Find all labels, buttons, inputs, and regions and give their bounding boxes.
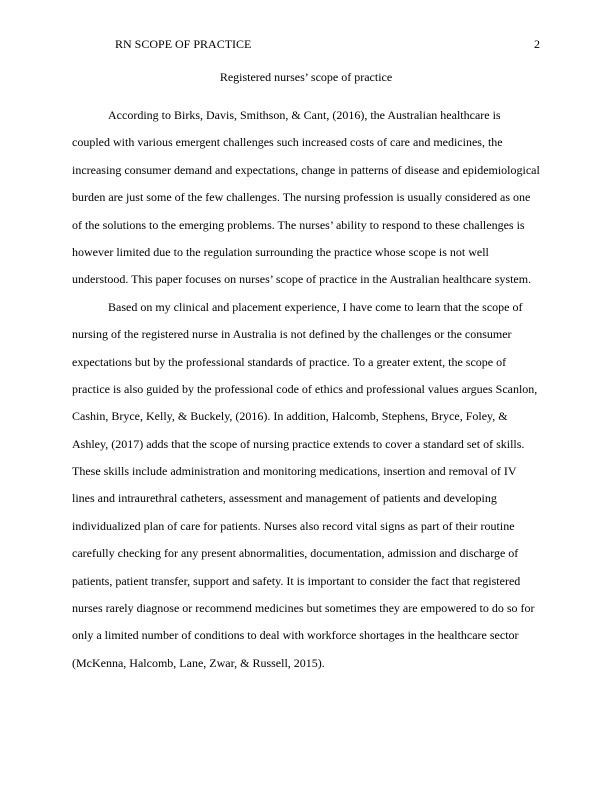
page-title: Registered nurses’ scope of practice	[219, 70, 393, 84]
paragraph-line: lines and intraurethral catheters, assessment and management of patients and developing	[72, 491, 497, 506]
paragraph-line: practice is also guided by the professional code of ethics and professional values argues Scanlon,	[72, 381, 538, 396]
paragraph-line: nursing of the registered nurse in Australia is not defined by the challenges or the consumer	[72, 327, 512, 342]
paragraph-line: patients, patient transfer, support and safety. It is important to consider the fact that registered	[72, 573, 521, 588]
paragraph-line: increasing consumer demand and expectations, change in patterns of disease and epidemiological	[72, 162, 540, 177]
paragraph-line: Cashin, Bryce, Kelly, & Buckely, (2016). In addition, Halcomb, Stephens, Bryce, Foley, &	[72, 409, 508, 424]
paragraph-line: only a limited number of conditions to deal with workforce shortages in the healthcare sector	[72, 628, 519, 643]
paragraph-line: understood. This paper focuses on nurses’ scope of practice in the Australian healthcare system.	[72, 272, 532, 287]
paragraph-introduction	[72, 102, 540, 294]
paragraph-line: coupled with various emergent challenges such increased costs of care and medicines, the	[72, 135, 503, 150]
running-head: RN SCOPE OF PRACTICE	[115, 37, 252, 51]
paragraph-line: individualized plan of care for patients. Nurses also record vital signs as part of their routine	[72, 518, 515, 533]
paragraph-line: however limited due to the regulation surrounding the practice whose scope is not well	[72, 244, 489, 259]
paragraph-line: These skills include administration and monitoring medications, insertion and removal of IV	[72, 464, 517, 479]
paragraph-line: Ashley, (2017) adds that the scope of nursing practice extends to cover a standard set of skills.	[72, 436, 525, 451]
document-body	[72, 102, 540, 677]
paragraph-line: expectations but by the professional standards of practice. To a greater extent, the scope of	[72, 354, 507, 369]
paragraph-line: Based on my clinical and placement experience, I have come to learn that the scope of	[108, 299, 523, 314]
paragraph-line: nurses rarely diagnose or recommend medicines but sometimes they are empowered to do so for	[72, 601, 535, 616]
paragraph-line: of the solutions to the emerging problems. The nurses’ ability to respond to these challenges is	[72, 217, 525, 232]
paragraph-scope	[72, 294, 540, 677]
paragraph-line: According to Birks, Davis, Smithson, & Cant, (2016), the Australian healthcare is	[108, 108, 501, 122]
paragraph-line: carefully checking for any present abnormalities, documentation, admission and discharge of	[72, 546, 519, 561]
paragraph-line: burden are just some of the few challenges. The nursing profession is usually considered as one	[72, 190, 531, 205]
paragraph-line: (McKenna, Halcomb, Lane, Zwar, & Russell, 2015).	[72, 655, 325, 670]
page-number: 2	[534, 37, 540, 51]
